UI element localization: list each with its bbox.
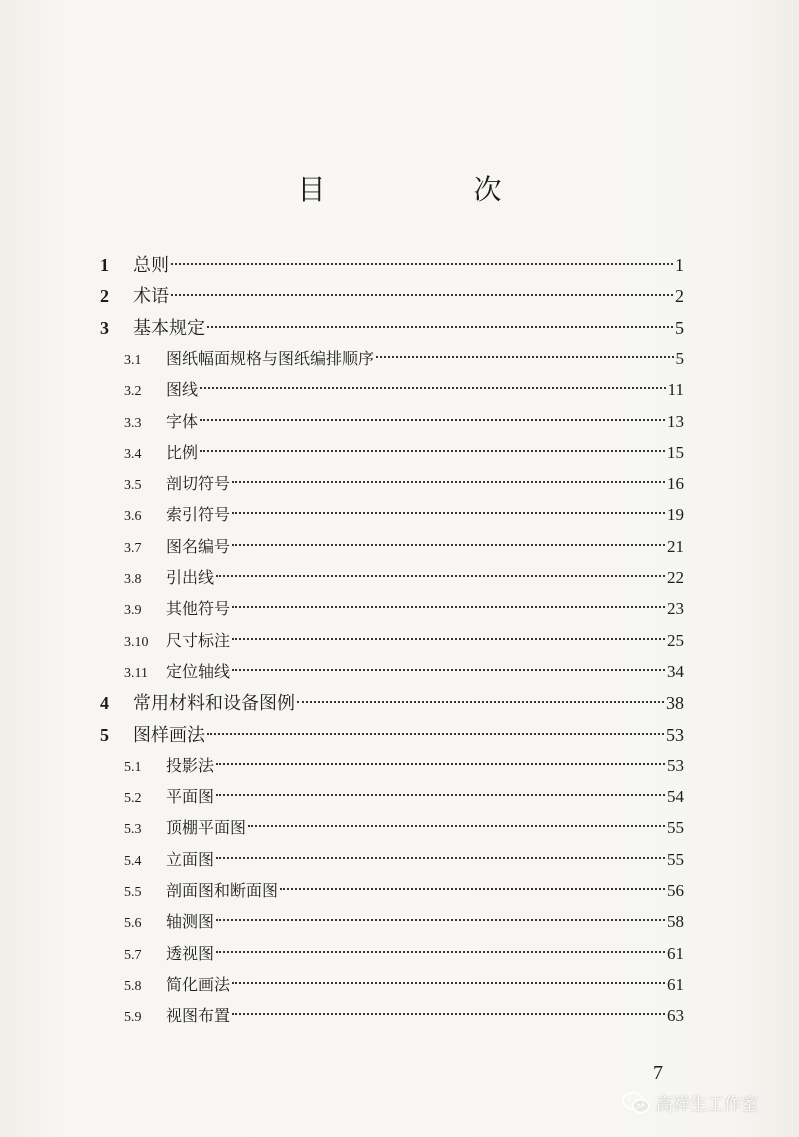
toc-leader-dots: [232, 1013, 665, 1015]
toc-leader-dots: [232, 606, 665, 608]
toc-entry-label: 顶棚平面图: [166, 818, 247, 838]
toc-entry-number: 3.8: [124, 572, 142, 587]
toc-entry: [124, 845, 684, 875]
toc-entry-label: 引出线: [166, 568, 215, 587]
watermark: [622, 1090, 758, 1115]
toc-entry-page: 25: [667, 630, 684, 650]
toc-leader-dots: [200, 387, 666, 389]
toc-entry: [124, 970, 684, 1000]
toc-entry-number: 5: [100, 724, 109, 745]
toc-entry-page: 38: [666, 693, 684, 714]
toc-entry: [100, 313, 684, 343]
toc-leader-dots: [216, 919, 665, 921]
toc-entry-number: 5.9: [124, 1010, 142, 1026]
toc-entry-page: 53: [667, 755, 684, 775]
toc-entry: [124, 594, 684, 624]
toc-entry: [124, 657, 684, 687]
toc-entry-number: 5.1: [124, 759, 142, 775]
toc-entry-page: 21: [667, 536, 684, 556]
toc-entry: [124, 813, 684, 843]
toc-entry-page: 19: [667, 505, 684, 525]
toc-entry: [124, 500, 684, 530]
toc-entry-page: 55: [667, 849, 684, 869]
toc-entry-page: 11: [667, 380, 684, 400]
toc-entry-number: 3.1: [124, 352, 142, 368]
toc-leader-dots: [216, 575, 665, 577]
toc-entry-page: 15: [667, 442, 684, 462]
toc-entry-label: 索引符号: [166, 505, 231, 525]
toc-entry-number: 3.7: [124, 540, 142, 556]
toc-entry: [100, 720, 684, 750]
toc-leader-dots: [207, 326, 673, 328]
toc-entry-label: 图名编号: [166, 536, 231, 556]
toc-entry-number: 3.11: [124, 665, 148, 681]
toc-entry-label: 总则: [133, 255, 169, 276]
toc-entry-number: 2: [100, 286, 109, 307]
toc-entry-label: 定位轴线: [166, 661, 231, 681]
toc-entry-label: 常用材料和设备图例: [133, 693, 295, 715]
toc-entry-page: 61: [667, 974, 684, 994]
toc-entry-label: 透视图: [166, 943, 215, 963]
toc-entry-label: 比例: [166, 442, 199, 462]
toc-leader-dots: [216, 763, 665, 765]
toc-leader-dots: [200, 450, 665, 452]
toc-entry-number: 5.8: [124, 978, 142, 994]
toc-entry-number: 5.4: [124, 853, 142, 869]
toc-entry-number: 5.6: [124, 916, 142, 932]
toc-entry: [100, 250, 684, 280]
toc-entry: [124, 375, 684, 405]
toc-entry-page: 55: [667, 818, 684, 838]
toc-entry-label: 基本规定: [133, 317, 205, 339]
toc-entry-number: 3.9: [124, 603, 142, 619]
toc-entry-label: 投影法: [166, 755, 215, 775]
toc-entry-label: 图线: [166, 380, 199, 400]
toc-entry: [100, 281, 684, 311]
toc-entry: [124, 907, 684, 937]
toc-entry-page: 1: [675, 255, 684, 275]
toc-entry-label: 简化画法: [166, 974, 231, 994]
toc-entry-label: 术语: [133, 286, 169, 308]
toc-entry-page: 2: [675, 286, 684, 307]
toc-leader-dots: [232, 512, 665, 514]
toc-entry-page: 34: [667, 661, 684, 681]
toc-entry-number: 5.5: [124, 885, 142, 900]
toc-entry: [124, 626, 684, 656]
toc-entry-number: 3.6: [124, 509, 142, 525]
toc-leader-dots: [207, 733, 664, 735]
toc-entry-label: 剖面图和断面图: [166, 881, 279, 900]
toc-entry: [124, 563, 684, 593]
toc-entry-number: 5.3: [124, 822, 142, 838]
toc-entry-page: 16: [667, 474, 684, 494]
toc-entry-label: 图样画法: [133, 724, 205, 746]
toc-entry-page: 58: [667, 912, 684, 932]
toc-entry-page: 54: [667, 787, 684, 807]
toc-entry: [100, 688, 684, 718]
toc-entry-label: 尺寸标注: [166, 630, 231, 650]
toc-entry: [124, 876, 684, 906]
toc-entry-label: 平面图: [166, 787, 215, 807]
toc-leader-dots: [232, 544, 665, 546]
toc-entry-page: 63: [667, 1006, 684, 1026]
toc-entry-number: 3.4: [124, 446, 142, 462]
page-title: 目 次: [297, 173, 562, 206]
toc-leader-dots: [216, 857, 665, 859]
toc-entry: [124, 1001, 684, 1031]
toc-entry: [124, 782, 684, 812]
toc-leader-dots: [280, 888, 665, 890]
toc-entry-page: 53: [666, 724, 684, 745]
toc-entry-page: 56: [667, 881, 684, 900]
toc-entry-page: 22: [667, 568, 684, 587]
toc-entry-page: 23: [667, 599, 684, 619]
toc-leader-dots: [376, 356, 673, 358]
toc-entry-label: 轴测图: [166, 912, 215, 932]
toc-entry-label: 剖切符号: [166, 474, 231, 494]
toc-leader-dots: [248, 825, 665, 827]
page-number: 7: [653, 1062, 663, 1084]
toc-entry: [124, 407, 684, 437]
toc-leader-dots: [171, 294, 673, 296]
toc-entry-label: 视图布置: [166, 1006, 231, 1026]
toc-entry-number: 3.2: [124, 384, 142, 400]
toc-leader-dots: [232, 481, 665, 483]
toc-entry-page: 61: [667, 943, 684, 963]
toc-leader-dots: [200, 419, 665, 421]
toc-entry: [124, 344, 684, 374]
toc-leader-dots: [232, 982, 665, 984]
toc-leader-dots: [232, 638, 665, 640]
toc-entry-number: 3.5: [124, 478, 142, 494]
toc-entry-number: 4: [100, 693, 109, 714]
toc-entry: [124, 469, 684, 499]
toc-entry-number: 3.10: [124, 634, 149, 650]
toc-entry-number: 5.2: [124, 791, 142, 807]
toc-entry: [124, 532, 684, 562]
toc-entry-page: 5: [675, 348, 684, 368]
toc-leader-dots: [171, 263, 673, 265]
toc-entry-label: 字体: [166, 411, 199, 431]
toc-leader-dots: [216, 951, 665, 953]
toc-entry: [124, 751, 684, 781]
toc-entry-label: 图纸幅面规格与图纸编排顺序: [166, 348, 375, 368]
toc-leader-dots: [232, 669, 665, 671]
toc-entry-page: 13: [667, 411, 684, 431]
wechat-icon: [622, 1092, 650, 1114]
toc-entry: [124, 438, 684, 468]
toc-entry-number: 3.3: [124, 415, 142, 431]
toc-entry-page: 5: [675, 317, 684, 338]
toc-entry-label: 其他符号: [166, 599, 231, 619]
watermark-text: 高祥生工作室: [656, 1095, 758, 1115]
toc-entry-number: 1: [100, 255, 109, 275]
toc-entry-label: 立面图: [166, 849, 215, 869]
toc-leader-dots: [216, 794, 665, 796]
toc-leader-dots: [297, 701, 664, 703]
toc-entry: [124, 939, 684, 969]
toc-entry-number: 5.7: [124, 947, 142, 963]
toc-entry-number: 3: [100, 317, 109, 338]
